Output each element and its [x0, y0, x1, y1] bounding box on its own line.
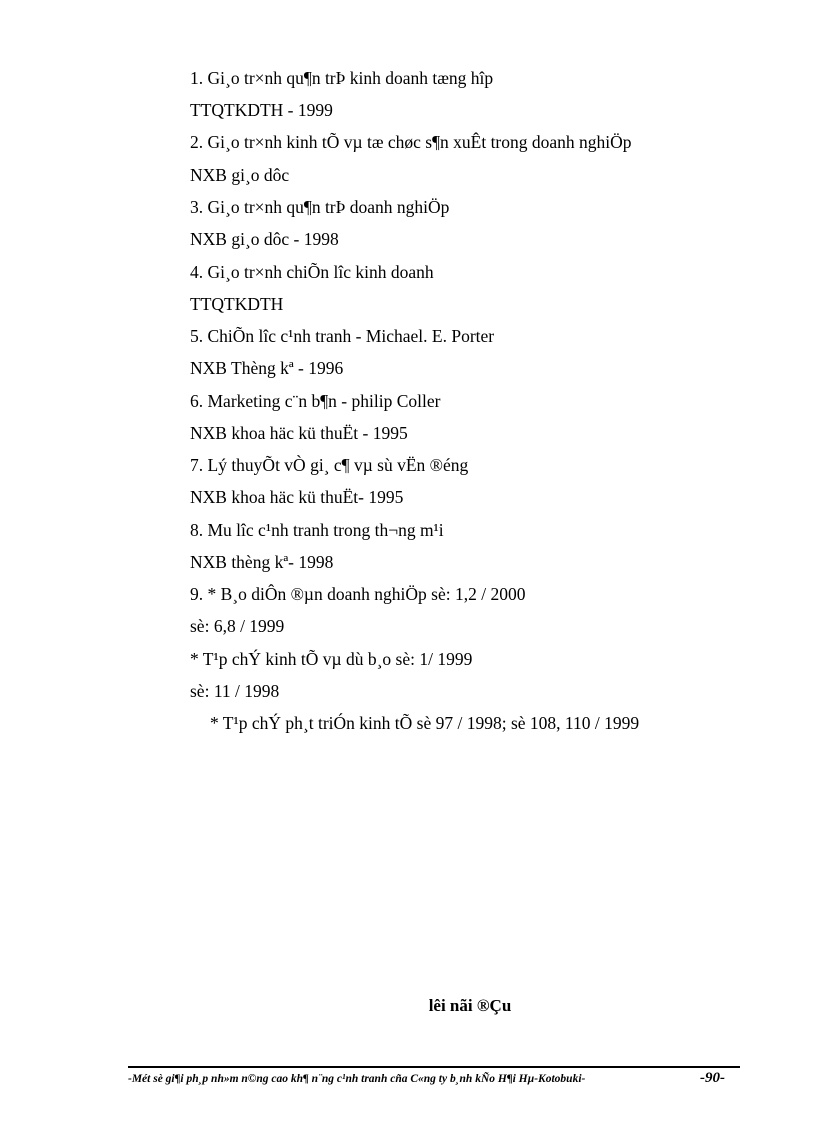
reference-title-4: 4. Gi¸o tr×nh chiÕn lîc kinh doanh	[190, 262, 434, 282]
reference-journal-line: * T¹p chÝ kinh tÕ vµ dù b¸o sè: 1/ 1999	[190, 649, 473, 669]
reference-publisher-1: TTQTKDTH - 1999	[190, 100, 333, 120]
section-heading: lêi nãi ®Çu	[428, 996, 512, 1015]
reference-publisher-6: NXB khoa häc kü thuËt - 1995	[190, 423, 408, 443]
reference-publisher-5: NXB Thèng kª - 1996	[190, 358, 344, 378]
reference-title-6: 6. Marketing c¨n b¶n - philip Coller	[190, 391, 441, 411]
reference-publisher-3: NXB gi¸o dôc - 1998	[190, 229, 339, 249]
reference-issue-line: sè: 11 / 1998	[190, 681, 280, 701]
reference-title-8: 8. Mu lîc c¹nh tranh trong th¬ng m¹i	[190, 520, 444, 540]
reference-publisher-7: NXB khoa häc kü thuËt- 1995	[190, 487, 404, 507]
reference-publisher-8: NXB thèng kª- 1998	[190, 552, 334, 572]
reference-title-7: 7. Lý thuyÕt vÒ gi¸ c¶ vµ sù vËn ®éng	[190, 455, 469, 475]
page-number: -90-	[700, 1070, 725, 1086]
reference-title-3: 3. Gi¸o tr×nh qu¶n trÞ doanh nghiÖp	[190, 197, 450, 217]
reference-title-9: 9. * B¸o diÔn ®µn doanh nghiÖp sè: 1,2 / 2000	[190, 584, 526, 604]
footer-running-title: -Mét sè gi¶i ph¸p nh»m n©ng cao kh¶ n¨ng c¹nh tranh cña C«ng ty b¸nh kÑo H¶i Hµ-Kotobuki-	[128, 1073, 586, 1085]
reference-publisher-2: NXB gi¸o dôc	[190, 165, 290, 185]
reference-journal-line: * T¹p chÝ ph¸t triÓn kinh tÕ sè 97 / 1998; sè 108, 110 / 1999	[210, 713, 640, 733]
reference-title-5: 5. ChiÕn lîc c¹nh tranh - Michael. E. Porter	[190, 326, 495, 346]
reference-title-1: 1. Gi¸o tr×nh qu¶n trÞ kinh doanh tæng hîp	[190, 68, 494, 88]
footer-divider	[128, 1066, 740, 1068]
reference-publisher-4: TTQTKDTH	[190, 294, 284, 314]
reference-title-2: 2. Gi¸o tr×nh kinh tÕ vµ tæ chøc s¶n xuÊt trong doanh nghiÖp	[190, 132, 632, 152]
reference-issue-line: sè: 6,8 / 1999	[190, 616, 285, 636]
